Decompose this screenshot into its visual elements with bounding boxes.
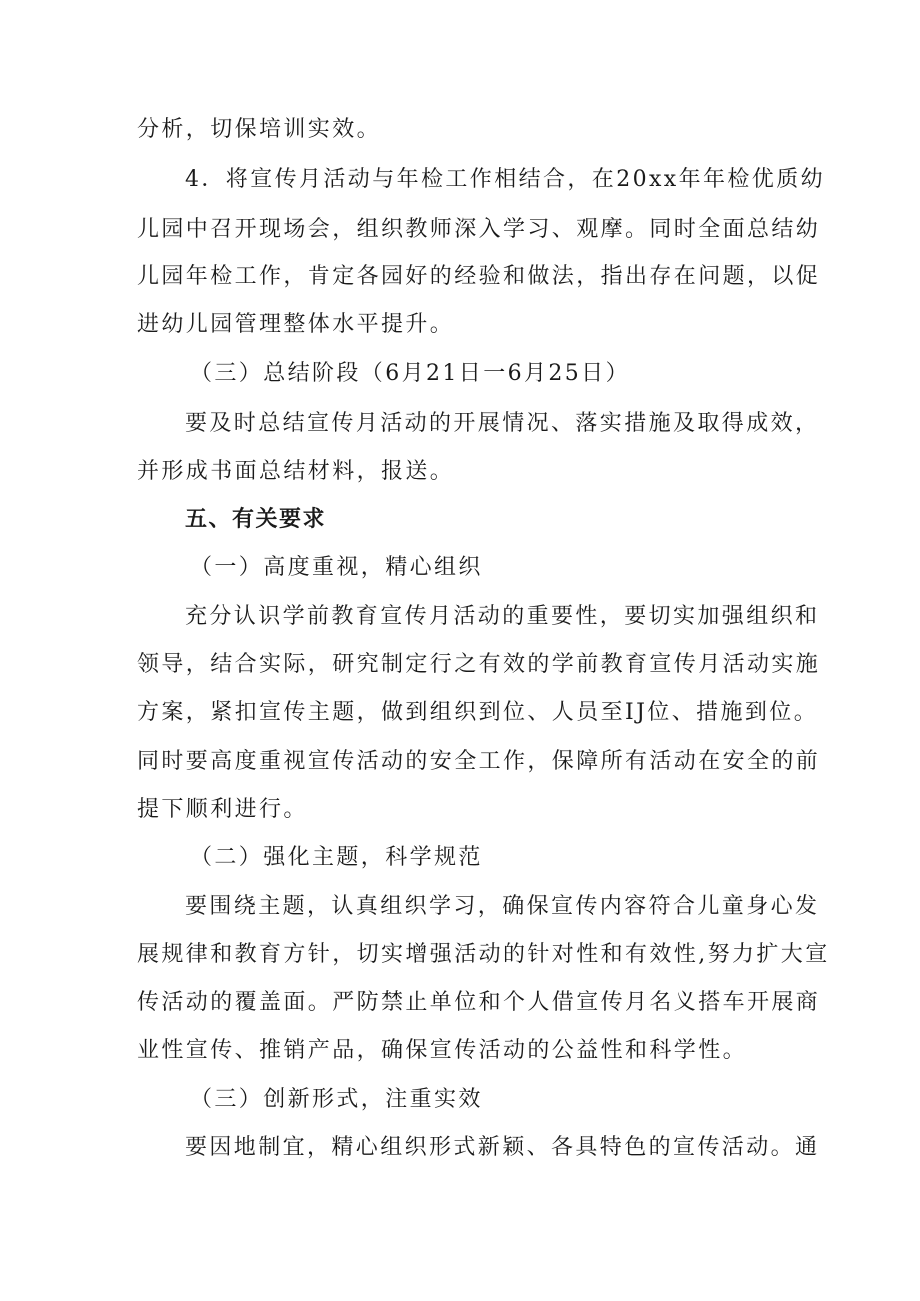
- text-line: 方案，紧扣宣传主题，做到组织到位、人员至IJ位、措施到位。: [137, 700, 819, 725]
- text-line: 传活动的覆盖面。严防禁止单位和个人借宣传月名义搭车开展商: [137, 990, 821, 1015]
- text-line: 要围绕主题，认真组织学习，确保宣传内容符合儿童身心发: [185, 894, 820, 919]
- text-line: 展规律和教育方针，切实增强活动的针对性和有效性,努力扩大宣: [137, 942, 830, 967]
- subsection-heading: （一）高度重视，精心组织: [190, 555, 483, 580]
- text-line: 儿园年检工作，肯定各园好的经验和做法，指出存在问题，以促: [137, 264, 821, 289]
- subsection-heading: （三）创新形式，注重实效: [190, 1087, 483, 1112]
- text-line: 要因地制宜，精心组织形式新颖、各具特色的宣传活动。通: [185, 1135, 820, 1160]
- section-heading: 五、有关要求: [185, 507, 327, 532]
- text-line: 提下顺利进行。: [137, 797, 308, 822]
- text-line: 领导，结合实际，研究制定行之有效的学前教育宣传月活动实施: [137, 652, 821, 677]
- subsection-heading: （二）强化主题，科学规范: [190, 845, 483, 870]
- text-line: 同时要高度重视宣传活动的安全工作，保障所有活动在安全的前: [137, 749, 821, 774]
- text-line: 并形成书面总结材料，报送。: [137, 459, 455, 484]
- text-line: 分析，切保培训实效。: [137, 117, 382, 142]
- text-line: 4．将宣传月活动与年检工作相结合，在20xx年年检优质幼: [185, 167, 826, 192]
- text-line: 儿园中召开现场会，组织教师深入学习、观摩。同时全面总结幼: [137, 217, 821, 242]
- text-line: 充分认识学前教育宣传月活动的重要性，要切实加强组织和: [185, 604, 820, 629]
- text-line: 进幼儿园管理整体水平提升。: [137, 312, 455, 337]
- text-line: 业性宣传、推销产品，确保宣传活动的公益性和科学性。: [137, 1038, 748, 1063]
- subsection-heading: （三）总结阶段（6月21日一6月25日）: [190, 361, 630, 386]
- text-line: 要及时总结宣传月活动的开展情况、落实措施及取得成效，: [185, 411, 820, 436]
